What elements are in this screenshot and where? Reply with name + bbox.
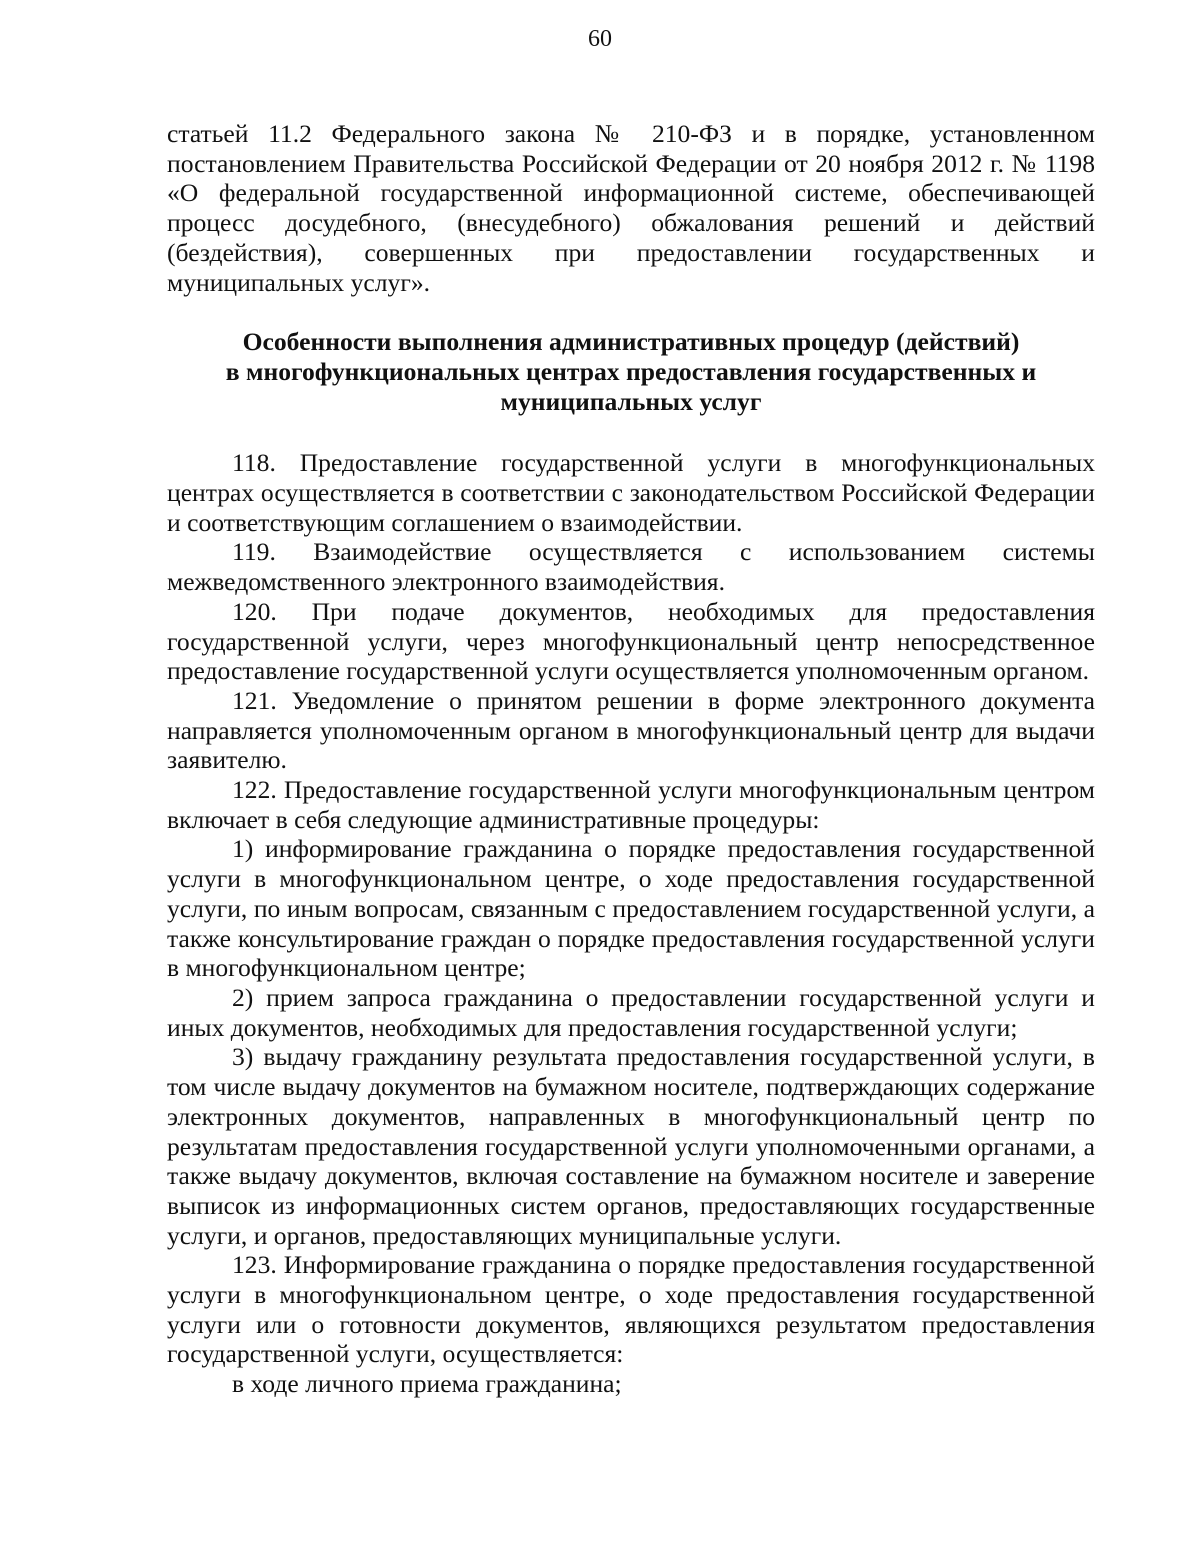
page-number: 60 bbox=[588, 26, 612, 52]
section-heading-line-2: в многофункциональных центрах предоставления государственных и bbox=[225, 356, 1037, 386]
document-body bbox=[167, 119, 1095, 1399]
section-heading-line-1: Особенности выполнения административных процедур (действий) bbox=[242, 327, 1020, 357]
paragraph-120: 120. При подаче документов, необходимых для предоставления государственной услуги, через многофункциональный центр непосредственное предоставление государственной услуги осуществляется уполномоченным органом. bbox=[167, 596, 1095, 686]
intro-paragraph: статьей 11.2 Федерального закона № 210-ФЗ и в порядке, установленном постановлением Правительства Российской Федерации от 20 ноября 2012 г. № 1198 «О федеральной государственной информационной системе, обеспечивающей процесс досудебного, (внесудебного) обжалования решений и действий (бездействия), совершенных при предоставлении государственных и муниципальных услуг». bbox=[167, 119, 1095, 297]
list-item-2: 2) прием запроса гражданина о предоставлении государственной услуги и иных документов, необходимых для предоставления государственной услуги; bbox=[167, 982, 1095, 1042]
section-heading-line-3: муниципальных услуг bbox=[500, 386, 762, 416]
paragraph-123: 123. Информирование гражданина о порядке предоставления государственной услуги в многофункциональном центре, о ходе предоставления государственной услуги или о готовности документов, являющихся результатом предоставления государственной услуги, осуществляется: bbox=[167, 1250, 1095, 1369]
paragraph-121: 121. Уведомление о принятом решении в форме электронного документа направляется уполномоченным органом в многофункциональный центр для выдачи заявителю. bbox=[167, 685, 1095, 775]
trailing-line: в ходе личного приема гражданина; bbox=[232, 1369, 622, 1399]
section-heading bbox=[167, 327, 1095, 416]
paragraph-119: 119. Взаимодействие осуществляется с использованием системы межведомственного электронного взаимодействия. bbox=[167, 537, 1095, 597]
paragraph-122: 122. Предоставление государственной услуги многофункциональным центром включает в себя следующие административные процедуры: bbox=[167, 775, 1095, 834]
list-item-1: 1) информирование гражданина о порядке предоставления государственной услуги в многофункциональном центре, о ходе предоставления государственной услуги, по иным вопросам, связанным с предоставлением государственной услуги, а также консультирование граждан о порядке предоставления государственной услуги в многофункциональном центре; bbox=[167, 834, 1095, 983]
list-item-3: 3) выдачу гражданину результата предоставления государственной услуги, в том числе выдачу документов на бумажном носителе, подтверждающих содержание электронных документов, направленных в многофункциональный центр по результатам предоставления государственной услуги уполномоченными органами, а также выдачу документов, включая составление на бумажном носителе и заверение выписок из информационных систем органов, предоставляющих государственные услуги, и органов, предоставляющих муниципальные услуги. bbox=[167, 1042, 1095, 1250]
paragraph-118: 118. Предоставление государственной услуги в многофункциональных центрах осуществляется в соответствии с законодательством Российской Федерации и соответствующим соглашением о взаимодействии. bbox=[167, 448, 1095, 537]
